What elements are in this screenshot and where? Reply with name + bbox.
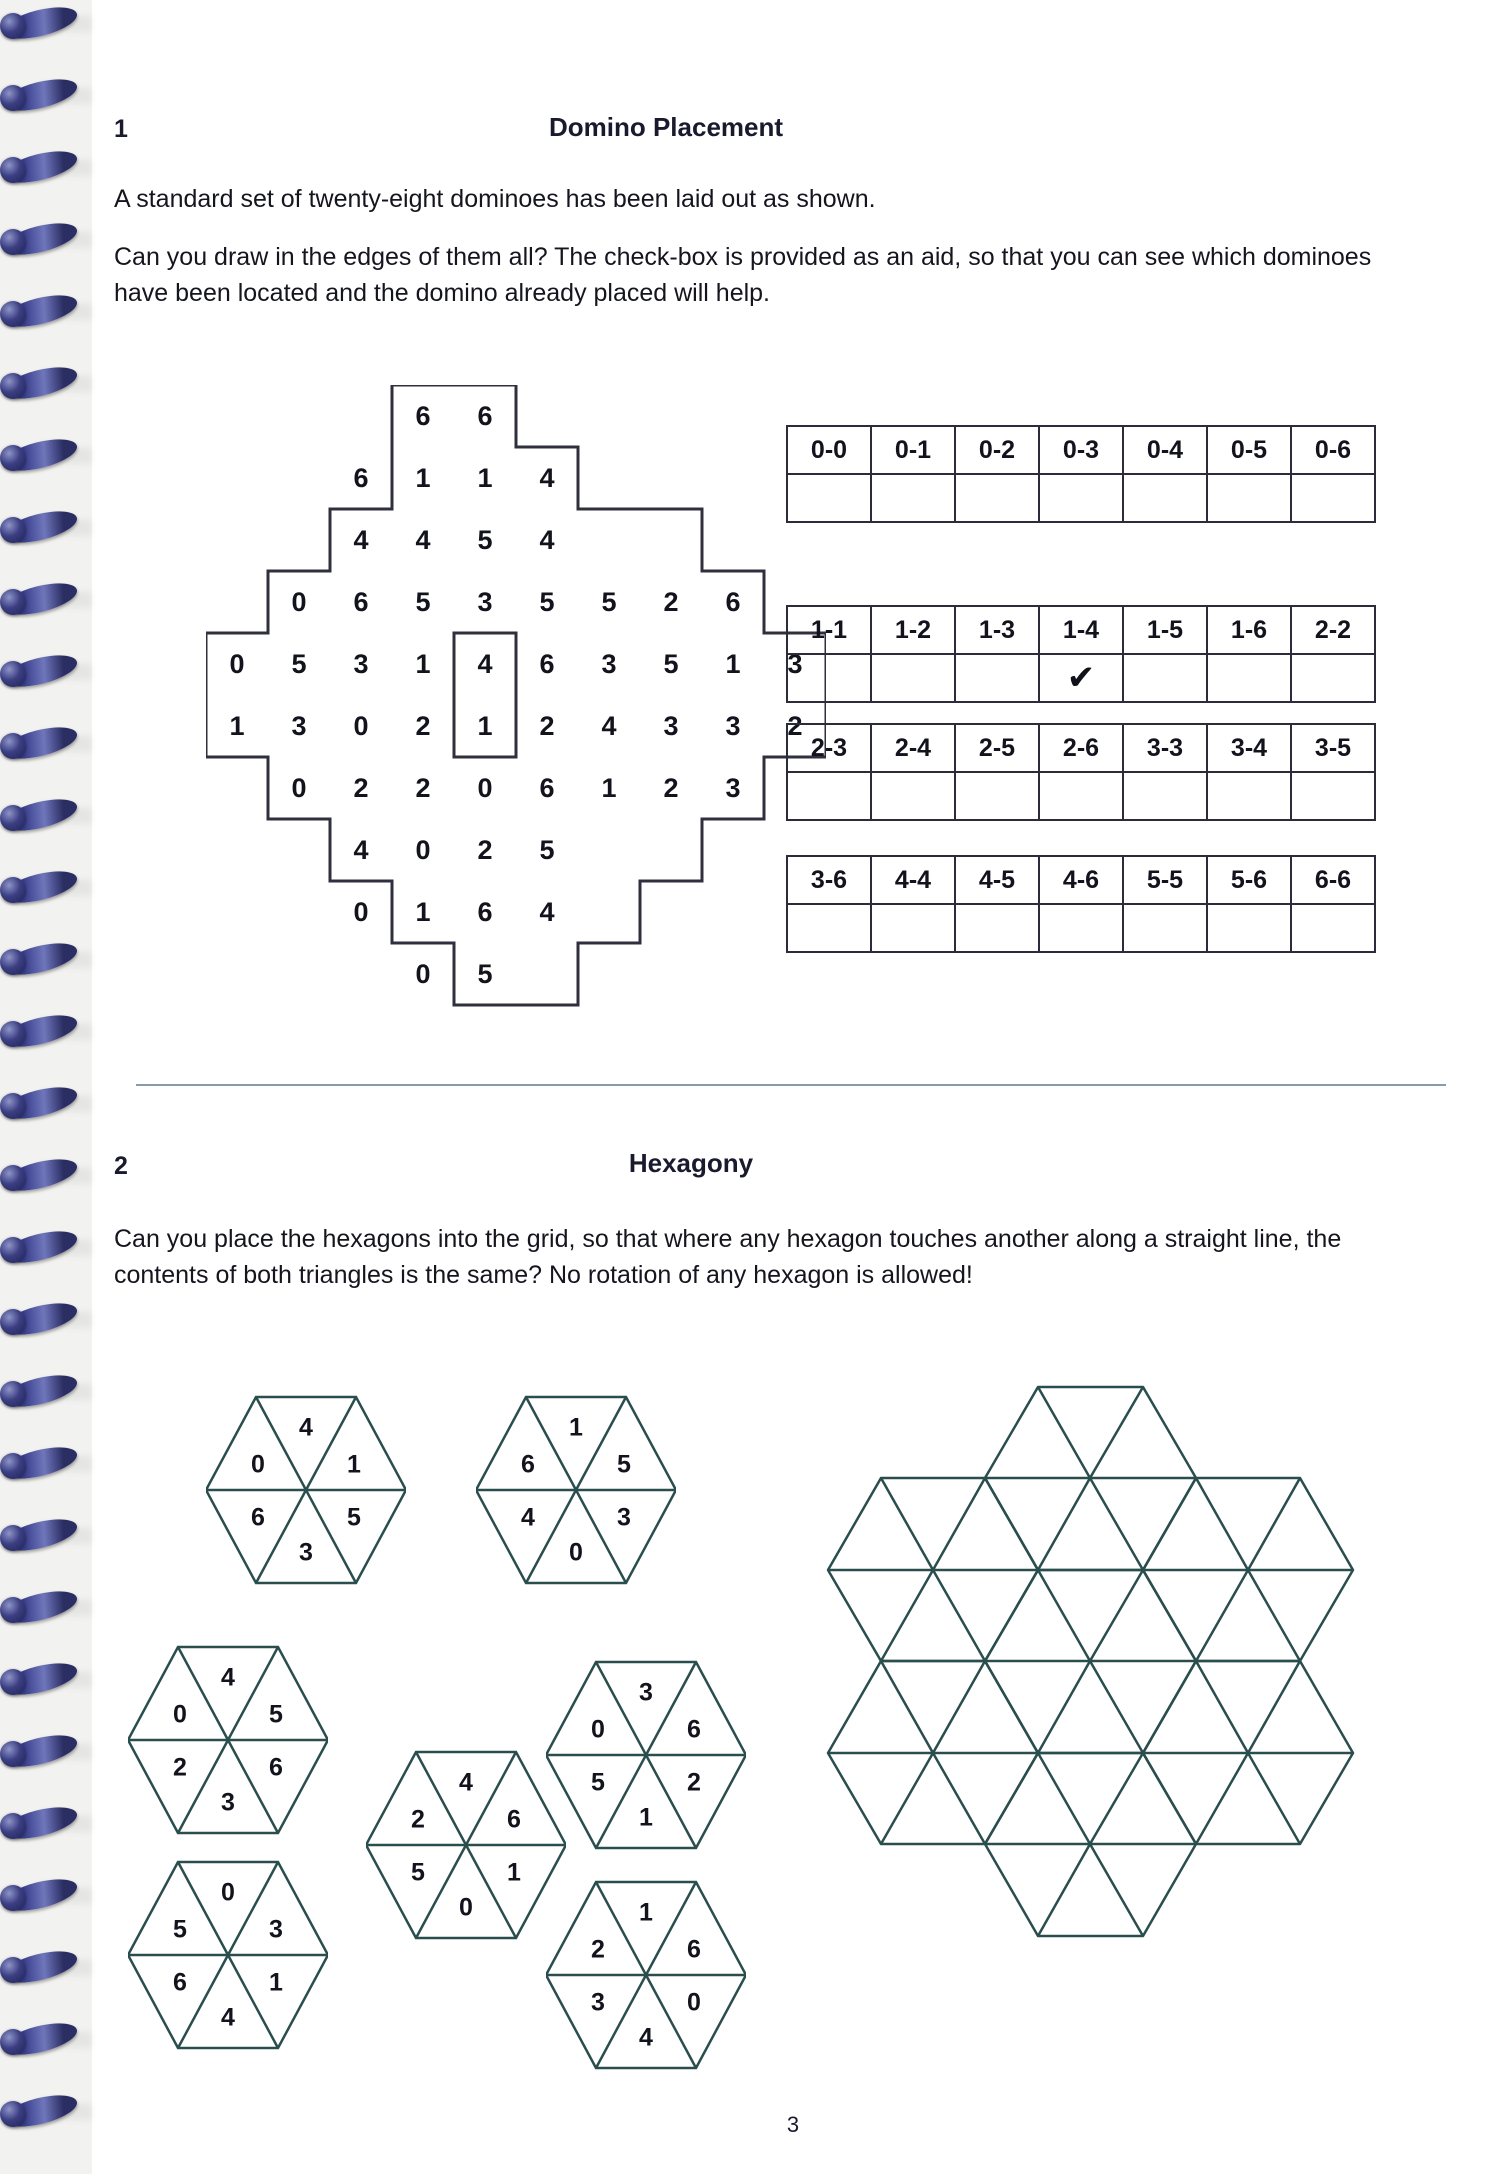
domino-cell-placed: 4 — [477, 648, 493, 679]
domino-cell: 2 — [539, 710, 555, 741]
domino-cell: 0 — [353, 710, 369, 741]
page-number: 3 — [786, 2112, 800, 2137]
checkbox-cell[interactable] — [1291, 474, 1375, 522]
domino-cell: 5 — [539, 834, 555, 865]
checkbox-label-row — [787, 606, 1375, 654]
spiral-ring — [2, 802, 80, 832]
checkbox-label-row — [787, 856, 1375, 904]
spiral-ring — [2, 1882, 80, 1912]
checkbox-cell[interactable] — [955, 474, 1039, 522]
hex-value-top: 4 — [459, 1768, 473, 1797]
domino-cell: 3 — [601, 648, 617, 679]
domino-cell: 4 — [601, 710, 617, 741]
checkbox-table-row-1[interactable] — [786, 425, 1376, 523]
checkbox-cell-checked[interactable] — [1039, 654, 1123, 702]
checkbox-label: 3-4 — [1207, 724, 1291, 772]
checkbox-label: 3-3 — [1123, 724, 1207, 772]
spiral-ring — [2, 730, 80, 760]
puzzle-1-paragraph-1: A standard set of twenty-eight dominoes has been laid out as shown. — [114, 185, 876, 213]
hex-value-bottom: 0 — [569, 1538, 583, 1567]
checkbox-cell[interactable] — [1123, 904, 1207, 952]
checkbox-label: 2-4 — [871, 724, 955, 772]
hex-value-lower-left: 6 — [251, 1503, 265, 1532]
checkbox-cell[interactable] — [787, 904, 871, 952]
hexagon-piece-2[interactable] — [476, 1390, 676, 1590]
checkbox-cell[interactable] — [1123, 772, 1207, 820]
spiral-ring — [2, 1090, 80, 1120]
spiral-ring — [2, 1738, 80, 1768]
domino-cell: 1 — [415, 648, 431, 679]
hex-value-top: 4 — [221, 1663, 235, 1692]
domino-cell: 1 — [601, 772, 617, 803]
domino-cell: 4 — [539, 524, 555, 555]
puzzle-1-paragraph-2: Can you draw in the edges of them all? The check-box is provided as an aid, so that you can see which dominoes have been located and the domino already placed will help. — [114, 243, 1372, 307]
domino-cell: 6 — [415, 400, 431, 431]
hex-value-upper-left: 2 — [591, 1935, 605, 1964]
domino-cell: 3 — [477, 586, 493, 617]
spiral-ring — [2, 370, 80, 400]
hexagon-piece-6[interactable] — [128, 1855, 328, 2055]
domino-cell: 0 — [477, 772, 493, 803]
checkbox-cell[interactable] — [871, 474, 955, 522]
hex-value-lower-left: 5 — [591, 1768, 605, 1797]
checkbox-cell[interactable] — [1207, 904, 1291, 952]
domino-cell: 4 — [539, 896, 555, 927]
hexagon-outline — [546, 1655, 746, 1855]
checkbox-cell[interactable] — [1123, 654, 1207, 702]
spiral-ring — [2, 1810, 80, 1840]
hex-value-upper-left: 0 — [251, 1450, 265, 1479]
hex-value-upper-right: 5 — [269, 1700, 283, 1729]
hex-value-top: 1 — [569, 1413, 583, 1442]
hex-value-upper-right: 6 — [507, 1805, 521, 1834]
domino-cell: 0 — [229, 648, 245, 679]
hex-value-upper-left: 0 — [591, 1715, 605, 1744]
checkbox-cell[interactable] — [787, 654, 871, 702]
domino-cell: 1 — [477, 462, 493, 493]
hexagon-outline — [366, 1745, 566, 1945]
domino-cell: 5 — [601, 586, 617, 617]
spiral-ring — [2, 1522, 80, 1552]
hex-value-lower-left: 3 — [591, 1988, 605, 2017]
domino-cell-placed: 1 — [477, 710, 493, 741]
checkbox-label: 2-3 — [787, 724, 871, 772]
hex-value-bottom: 0 — [459, 1893, 473, 1922]
domino-cell: 6 — [477, 400, 493, 431]
checkbox-label: 6-6 — [1291, 856, 1375, 904]
hexagon-target-grid[interactable] — [776, 1355, 1406, 2055]
puzzle-2-paragraph-1: Can you place the hexagons into the grid, so that where any hexagon touches another along a straight line, the contents of both triangles is the same? No rotation of any hexagon is allowed! — [114, 1225, 1342, 1289]
hex-value-upper-right: 6 — [687, 1715, 701, 1744]
checkbox-label: 0-4 — [1123, 426, 1207, 474]
hex-value-upper-left: 2 — [411, 1805, 425, 1834]
puzzle-1-title: Domino Placement — [548, 112, 784, 142]
domino-cell: 0 — [415, 834, 431, 865]
checkbox-cell[interactable] — [1039, 904, 1123, 952]
domino-cell: 2 — [663, 772, 679, 803]
hexagon-piece-7[interactable] — [546, 1875, 746, 2075]
spiral-binding — [0, 0, 92, 2174]
checkbox-label: 1-6 — [1207, 606, 1291, 654]
spiral-ring — [2, 82, 80, 112]
spiral-ring — [2, 1162, 80, 1192]
domino-cell: 6 — [353, 462, 369, 493]
spiral-ring — [2, 1018, 80, 1048]
spiral-ring — [2, 2098, 80, 2128]
hex-value-upper-left: 6 — [521, 1450, 535, 1479]
checkbox-label: 4-5 — [955, 856, 1039, 904]
hex-value-bottom: 3 — [221, 1788, 235, 1817]
hex-value-lower-left: 4 — [521, 1503, 535, 1532]
checkbox-label: 1-2 — [871, 606, 955, 654]
hex-value-upper-left: 5 — [173, 1915, 187, 1944]
domino-cell: 1 — [415, 896, 431, 927]
domino-cell: 2 — [353, 772, 369, 803]
checkbox-tick-row[interactable] — [787, 772, 1375, 820]
domino-cell: 3 — [725, 772, 741, 803]
checkbox-cell[interactable] — [955, 904, 1039, 952]
domino-cell: 6 — [353, 586, 369, 617]
domino-cell: 0 — [291, 586, 307, 617]
hex-value-bottom: 4 — [221, 2003, 235, 2032]
checkbox-label-row — [787, 426, 1375, 474]
domino-cell: 6 — [539, 648, 555, 679]
hex-value-top: 0 — [221, 1878, 235, 1907]
checkbox-cell[interactable] — [871, 904, 955, 952]
checkbox-cell[interactable] — [871, 772, 955, 820]
domino-cell: 6 — [477, 896, 493, 927]
checkbox-table-row-2[interactable] — [786, 605, 1376, 703]
hexagon-piece-3[interactable] — [128, 1640, 328, 1840]
spiral-ring — [2, 2026, 80, 2056]
checkbox-cell[interactable] — [1207, 772, 1291, 820]
checkbox-cell[interactable] — [955, 654, 1039, 702]
checkbox-label: 0-1 — [871, 426, 955, 474]
spiral-ring — [2, 946, 80, 976]
spiral-ring — [2, 874, 80, 904]
domino-cell: 3 — [725, 710, 741, 741]
hex-value-lower-right: 5 — [347, 1503, 361, 1532]
domino-cell: 5 — [477, 524, 493, 555]
spiral-ring — [2, 1450, 80, 1480]
checkbox-label: 4-4 — [871, 856, 955, 904]
spiral-ring — [2, 1234, 80, 1264]
checkbox-label: 2-6 — [1039, 724, 1123, 772]
checkbox-label: 0-5 — [1207, 426, 1291, 474]
hexagon-outline — [128, 1640, 328, 1840]
checkbox-label: 1-1 — [787, 606, 871, 654]
spiral-ring — [2, 298, 80, 328]
spiral-ring — [2, 658, 80, 688]
hex-value-upper-right: 1 — [347, 1450, 361, 1479]
spiral-ring — [2, 1954, 80, 1984]
domino-cell: 3 — [663, 710, 679, 741]
checkbox-table-row-4[interactable] — [786, 855, 1376, 953]
hex-value-upper-right: 3 — [269, 1915, 283, 1944]
hex-value-bottom: 3 — [299, 1538, 313, 1567]
hex-value-lower-left: 2 — [173, 1753, 187, 1782]
domino-cell: 3 — [291, 710, 307, 741]
checkbox-cell[interactable] — [1291, 654, 1375, 702]
checkbox-cell[interactable] — [787, 772, 871, 820]
checkbox-cell[interactable] — [955, 772, 1039, 820]
checkbox-label: 0-2 — [955, 426, 1039, 474]
spiral-ring — [2, 586, 80, 616]
spiral-ring — [2, 1666, 80, 1696]
domino-cell: 4 — [539, 462, 555, 493]
spiral-ring — [2, 1306, 80, 1336]
hex-value-top: 3 — [639, 1678, 653, 1707]
hex-value-bottom: 1 — [639, 1803, 653, 1832]
checkbox-cell[interactable] — [1207, 474, 1291, 522]
checkbox-label: 1-5 — [1123, 606, 1207, 654]
hex-value-lower-right: 1 — [269, 1968, 283, 1997]
page-content — [86, 0, 1500, 2174]
checkbox-cell[interactable] — [1291, 772, 1375, 820]
domino-cell: 1 — [229, 710, 245, 741]
domino-cell: 5 — [477, 958, 493, 989]
hexagon-piece-5[interactable] — [366, 1745, 566, 1945]
domino-cell: 3 — [353, 648, 369, 679]
checkbox-label: 0-3 — [1039, 426, 1123, 474]
checkbox-label: 2-5 — [955, 724, 1039, 772]
domino-cell: 2 — [477, 834, 493, 865]
hex-value-lower-left: 5 — [411, 1858, 425, 1887]
domino-cell: 4 — [353, 524, 369, 555]
checkbox-label: 4-6 — [1039, 856, 1123, 904]
hexagon-grid-outline — [776, 1355, 1406, 2055]
spiral-ring — [2, 154, 80, 184]
checkbox-cell[interactable] — [1123, 474, 1207, 522]
spiral-ring — [2, 1594, 80, 1624]
hex-value-lower-right: 3 — [617, 1503, 631, 1532]
hex-value-lower-right: 2 — [687, 1768, 701, 1797]
domino-cell: 2 — [663, 586, 679, 617]
puzzle-2-title: Hexagony — [628, 1148, 754, 1178]
spiral-ring — [2, 514, 80, 544]
checkbox-label: 3-6 — [787, 856, 871, 904]
hex-value-lower-right: 6 — [269, 1753, 283, 1782]
checkbox-cell[interactable] — [1039, 474, 1123, 522]
hex-value-upper-right: 6 — [687, 1935, 701, 1964]
checkbox-cell[interactable] — [1291, 904, 1375, 952]
spiral-ring — [2, 10, 80, 40]
section-divider — [136, 1084, 1446, 1086]
domino-cell: 0 — [353, 896, 369, 927]
hexagon-outline — [546, 1875, 746, 2075]
hexagon-piece-1[interactable] — [206, 1390, 406, 1590]
hex-value-lower-right: 0 — [687, 1988, 701, 2017]
checkbox-tick-row[interactable] — [787, 904, 1375, 952]
hex-value-bottom: 4 — [639, 2023, 653, 2052]
domino-cell: 2 — [787, 710, 803, 741]
hex-value-top: 1 — [639, 1898, 653, 1927]
hexagon-outline — [128, 1855, 328, 2055]
domino-grid[interactable] — [206, 385, 826, 1005]
checkbox-label-row — [787, 724, 1375, 772]
domino-cell: 6 — [725, 586, 741, 617]
checkbox-cell[interactable] — [1039, 772, 1123, 820]
puzzle-2-number: 2 — [114, 1152, 128, 1180]
checkbox-label: 1-4 — [1039, 606, 1123, 654]
hexagon-outline — [476, 1390, 676, 1590]
domino-cell: 5 — [291, 648, 307, 679]
checkbox-cell[interactable] — [1207, 654, 1291, 702]
checkbox-tick-row[interactable] — [787, 474, 1375, 522]
domino-cell: 3 — [787, 648, 803, 679]
spiral-ring — [2, 1378, 80, 1408]
domino-cell: 1 — [725, 648, 741, 679]
checkbox-label: 3-5 — [1291, 724, 1375, 772]
hex-value-lower-left: 6 — [173, 1968, 187, 1997]
domino-cell: 4 — [353, 834, 369, 865]
checkbox-label: 1-3 — [955, 606, 1039, 654]
spiral-ring — [2, 226, 80, 256]
domino-cell: 2 — [415, 710, 431, 741]
domino-cell: 6 — [539, 772, 555, 803]
domino-cell: 1 — [415, 462, 431, 493]
spiral-ring — [2, 442, 80, 472]
checkbox-label: 0-6 — [1291, 426, 1375, 474]
checkbox-tick-row[interactable] — [787, 654, 1375, 702]
hex-value-lower-right: 1 — [507, 1858, 521, 1887]
domino-cell: 5 — [663, 648, 679, 679]
checkbox-label: 5-5 — [1123, 856, 1207, 904]
checkbox-cell[interactable] — [871, 654, 955, 702]
hex-value-top: 4 — [299, 1413, 313, 1442]
puzzle-1-number: 1 — [114, 115, 128, 143]
checkbox-cell[interactable] — [787, 474, 871, 522]
checkbox-label: 0-0 — [787, 426, 871, 474]
check-icon: ✔ — [1066, 658, 1096, 697]
hexagon-piece-4[interactable] — [546, 1655, 746, 1855]
checkbox-label: 5-6 — [1207, 856, 1291, 904]
domino-cell: 4 — [415, 524, 431, 555]
hex-value-upper-right: 5 — [617, 1450, 631, 1479]
domino-cell: 2 — [415, 772, 431, 803]
domino-cell: 5 — [539, 586, 555, 617]
checkbox-table-row-3[interactable] — [786, 723, 1376, 821]
domino-cell: 0 — [415, 958, 431, 989]
hexagon-outline — [206, 1390, 406, 1590]
checkbox-label: 2-2 — [1291, 606, 1375, 654]
domino-cell: 5 — [415, 586, 431, 617]
domino-cell: 0 — [291, 772, 307, 803]
hex-value-upper-left: 0 — [173, 1700, 187, 1729]
